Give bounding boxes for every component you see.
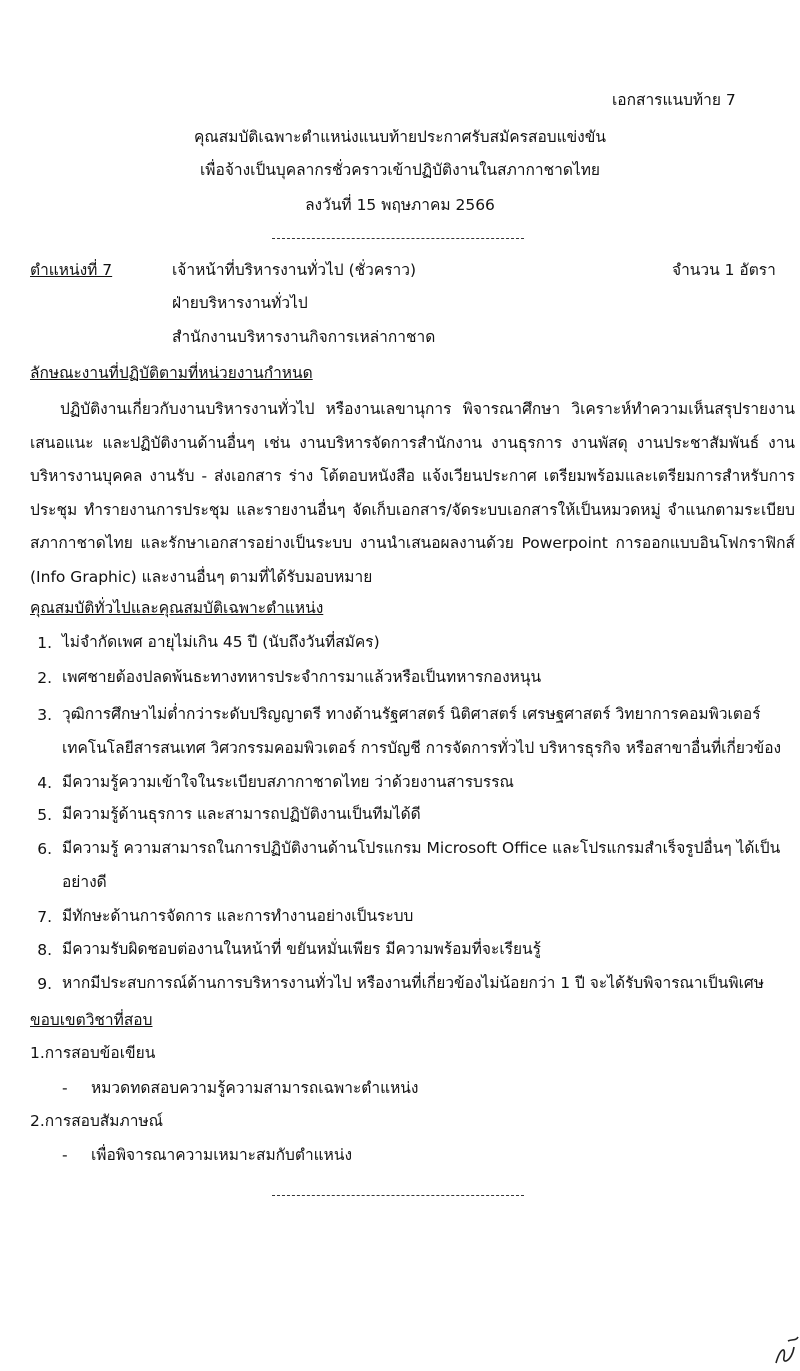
interview-title: 2.การสอบสัมภาษณ์ — [30, 1112, 164, 1130]
written-exam-title: 1.การสอบข้อเขียน — [30, 1044, 156, 1062]
duties-heading: ลักษณะงานที่ปฏิบัติตามที่หน่วยงานกำหนด — [30, 364, 313, 382]
divider — [272, 1195, 524, 1196]
list-item: หากมีประสบการณ์ด้านการบริหารงานทั่วไป หรืองานที่เกี่ยวข้องไม่น้อยกว่า 1 ปี จะได้รับพิจารณาเป็นพิเศษ — [62, 974, 764, 992]
title-line-1: คุณสมบัติเฉพาะตำแหน่งแนบท้ายประกาศรับสมัครสอบแข่งขัน — [194, 128, 606, 146]
list-item-number: 1. — [37, 634, 52, 652]
list-item-number: 8. — [37, 941, 52, 959]
interview-detail: เพื่อพิจารณาความเหมาะสมกับตำแหน่ง — [91, 1146, 353, 1164]
list-item-number: 6. — [37, 840, 52, 858]
list-item-number: 2. — [37, 669, 52, 687]
list-item: มีความรู้ความเข้าใจในระเบียบสภากาชาดไทย ว่าด้วยงานสารบรรณ — [62, 773, 514, 791]
title-date: ลงวันที่ 15 พฤษภาคม 2566 — [305, 196, 495, 214]
divider — [272, 238, 524, 239]
bullet: - — [62, 1079, 68, 1097]
list-item-number: 9. — [37, 975, 52, 993]
exam-heading: ขอบเขตวิชาที่สอบ — [30, 1011, 153, 1029]
written-exam-detail: หมวดทดสอบความรู้ความสามารถเฉพาะตำแหน่ง — [91, 1079, 419, 1097]
title-line-2: เพื่อจ้างเป็นบุคลากรชั่วคราวเข้าปฏิบัติงานในสภากาชาดไทย — [200, 161, 600, 179]
position-label: ตำแหน่งที่ 7 — [30, 261, 113, 279]
position-office: สำนักงานบริหารงานกิจการเหล่ากาชาด — [172, 328, 436, 346]
list-item: มีทักษะด้านการจัดการ และการทำงานอย่างเป็นระบบ — [62, 907, 414, 925]
list-item-number: 4. — [37, 774, 52, 792]
list-item: มีความรู้ ความสามารถในการปฏิบัติงานด้านโปรแกรม Microsoft Office และโปรแกรมสำเร็จรูปอื่นๆ ได้เป็นอย่างดี — [62, 839, 781, 891]
signature-mark — [772, 1335, 800, 1371]
list-item: มีความรู้ด้านธุรการ และสามารถปฏิบัติงานเป็นทีมได้ดี — [62, 805, 421, 823]
list-item-number: 7. — [37, 908, 52, 926]
list-item-number: 3. — [37, 706, 52, 724]
attachment-label: เอกสารแนบท้าย 7 — [612, 91, 736, 109]
list-item-number: 5. — [37, 806, 52, 824]
bullet: - — [62, 1146, 68, 1164]
qualifications-heading: คุณสมบัติทั่วไปและคุณสมบัติเฉพาะตำแหน่ง — [30, 599, 324, 617]
list-item: เพศชายต้องปลดพ้นธะทางทหารประจำการมาแล้วหรือเป็นทหารกองหนุน — [62, 668, 542, 686]
position-title: เจ้าหน้าที่บริหารงานทั่วไป (ชั่วคราว) — [172, 261, 416, 279]
duties-text: ปฏิบัติงานเกี่ยวกับงานบริหารงานทั่วไป หรืองานเลขานุการ พิจารณาศึกษา วิเคราะห์ทำความเห็นสรุปรายงาน เสนอแนะ และปฏิบัติงานด้านอื่นๆ เช่น งานบริหารจัดการสำนักงาน งานธุรการ งานพัสดุ งานประชาสัมพันธ์ งานบริหารงานบุคคล งานรับ - ส่งเอกสาร ร่าง โต้ตอบหนังสือ แจ้งเวียนประกาศ เตรียมพร้อมและเตรียมการสำหรับการประชุม ทำรายงานการประชุม และรายงานอื่นๆ จัดเก็บเอกสาร/จัดระบบเอกสารให้เป็นหมวดหมู่ จำแนกตามระเบียบสภากาชาดไทย และรักษาเอกสารอย่างเป็นระบบ งานนำเสนอผลงานด้วย Powerpoint การออกแบบอินโฟกราฟิกส์ (Info Graphic) และงานอื่นๆ ตามที่ได้รับมอบหมาย — [30, 400, 795, 586]
list-item: วุฒิการศึกษาไม่ต่ำกว่าระดับปริญญาตรี ทางด้านรัฐศาสตร์ นิติศาสตร์ เศรษฐศาสตร์ วิทยาการคอมพิวเตอร์ เทคโนโลยีสารสนเทศ วิศวกรรมคอมพิวเตอร์ การบัญชี การจัดการทั่วไป บริหารธุรกิจ หรือสาขาอื่นที่เกี่ยวข้อง — [62, 705, 782, 757]
position-count: จำนวน 1 อัตรา — [672, 261, 776, 279]
list-item: ไม่จำกัดเพศ อายุไม่เกิน 45 ปี (นับถึงวันที่สมัคร) — [62, 633, 380, 651]
position-division: ฝ่ายบริหารงานทั่วไป — [172, 294, 308, 312]
list-item: มีความรับผิดชอบต่องานในหน้าที่ ขยันหมั่นเพียร มีความพร้อมที่จะเรียนรู้ — [62, 940, 541, 958]
